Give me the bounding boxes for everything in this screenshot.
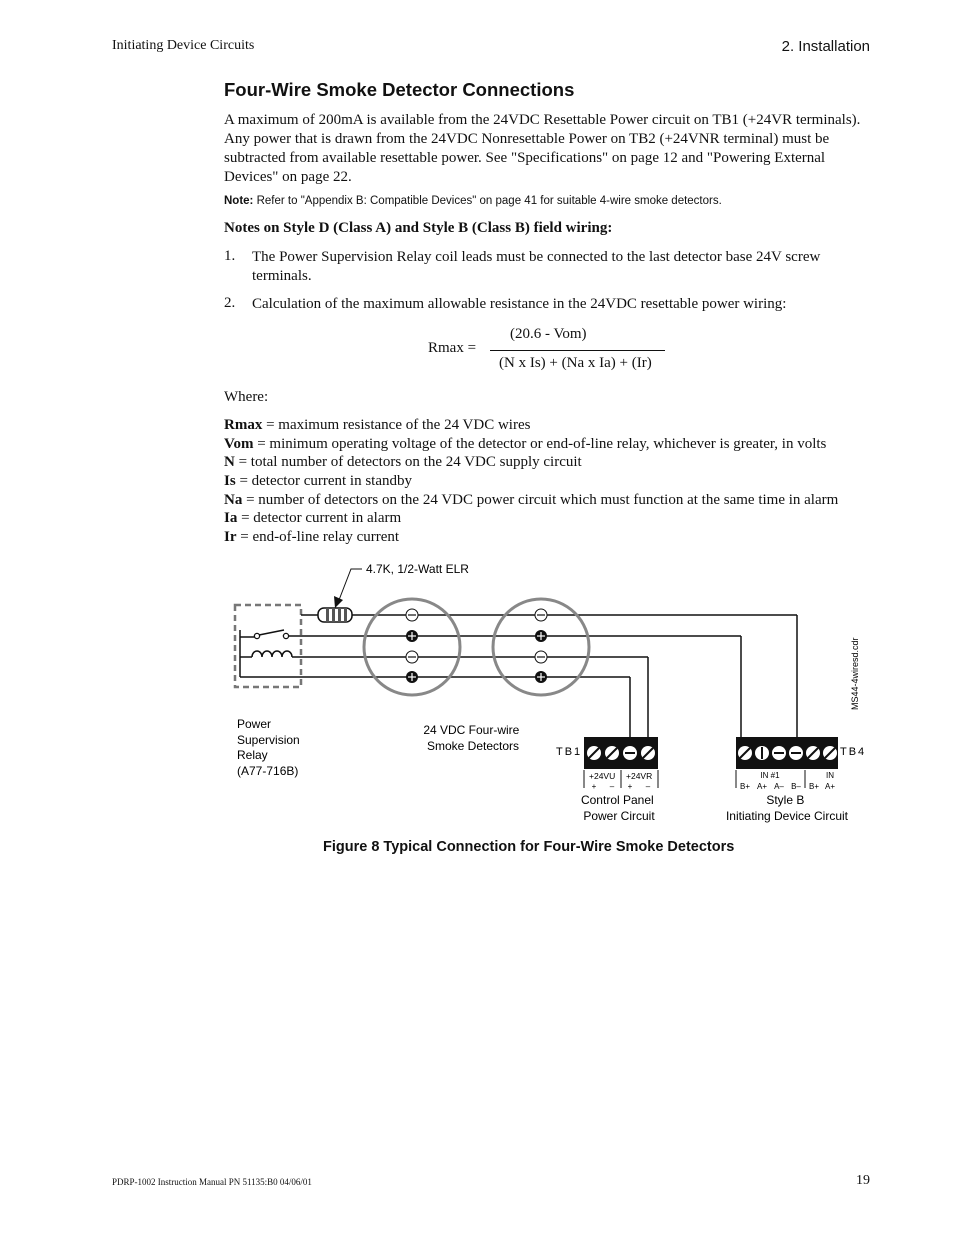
intro-line: subtracted from available resettable power. See "Specifications" on page 12 and "Powering External	[224, 150, 826, 166]
elr-label: 4.7K, 1/2-Watt ELR	[366, 562, 469, 576]
tb1-sign: –	[609, 782, 615, 791]
definition-term: Vom	[224, 436, 254, 452]
resistor-band	[332, 608, 335, 622]
tb4-term: A+	[824, 782, 836, 791]
note-label: Note:	[224, 195, 254, 207]
figure-caption: Figure 8 Typical Connection for Four-Wire Smoke Detectors	[323, 839, 735, 855]
relay-box	[235, 605, 301, 687]
intro-line: Any power that is drawn from the 24VDC Nonresettable Power on TB2 (+24VNR terminal) must be	[224, 131, 830, 147]
page-number: 19	[856, 1173, 870, 1188]
tb1-sign: +	[627, 782, 633, 791]
list-item-number: 1.	[224, 248, 236, 264]
notes-heading: Notes on Style D (Class A) and Style B (Class B) field wiring:	[224, 220, 613, 236]
elr-arrow-head	[334, 596, 343, 608]
relay-coil	[252, 651, 292, 657]
file-name: MS44-4wiresd.cdr	[850, 637, 860, 710]
tb4-in-label: IN	[826, 771, 834, 780]
where-label: Where:	[224, 389, 269, 405]
resistor-band	[338, 608, 341, 622]
footer-manual-info: PDRP-1002 Instruction Manual PN 51135:B0 04/06/01	[112, 1177, 312, 1187]
definition-text: = end-of-line relay current	[236, 529, 400, 545]
definition-term: Na	[224, 492, 243, 508]
equation-lhs: Rmax =	[428, 340, 477, 356]
relay-contact-pin	[254, 633, 259, 638]
intro-line: Devices" on page 22.	[224, 169, 352, 185]
definition-text: = minimum operating voltage of the detector or end-of-line relay, whichever is greater, in volts	[253, 436, 827, 452]
list-item-line: Calculation of the maximum allowable resistance in the 24VDC resettable power wiring:	[252, 296, 787, 312]
tb4-in1-label: IN #1	[760, 771, 780, 780]
control-panel-label: Control Panel Power Circuit	[580, 793, 655, 823]
tb1-sign: –	[645, 782, 651, 791]
section-title: Four-Wire Smoke Detector Connections	[224, 79, 575, 100]
list-item-line: The Power Supervision Relay coil leads must be connected to the last detector base 24V screw	[252, 249, 821, 265]
running-header-chapter: 2. Installation	[781, 38, 870, 55]
definition-text: = number of detectors on the 24 VDC power circuit which must function at the same time in alarm	[242, 492, 839, 508]
tb4-term: B+	[739, 782, 751, 791]
resistor-band	[326, 608, 329, 622]
equation-numerator: (20.6 - Vom)	[510, 326, 587, 342]
definition-term: Ir	[224, 529, 237, 545]
tb1-term-label: +24VU	[589, 771, 616, 781]
definition-text: = maximum resistance of the 24 VDC wires	[262, 417, 531, 433]
tb4-term: B+	[808, 782, 820, 791]
tb4-term: B–	[791, 782, 801, 791]
detector-terminals	[535, 609, 547, 683]
relay-label: Power Supervision Relay (A77-716B)	[237, 717, 300, 778]
definition-text: = detector current in standby	[235, 473, 413, 489]
resistor-band	[344, 608, 347, 622]
elr-leader-line	[339, 569, 362, 600]
tb4-term: A–	[774, 782, 784, 791]
definition-term: Is	[224, 473, 236, 489]
list-item-number: 2.	[224, 295, 236, 311]
intro-line: A maximum of 200mA is available from the 24VDC Resettable Power circuit on TB1 (+24VR terminals).	[224, 112, 861, 128]
definition-term: N	[224, 454, 235, 470]
running-header-section: Initiating Device Circuits	[112, 38, 255, 53]
tb1-label: TB1	[556, 746, 583, 758]
detectors-label: 24 VDC Four-wire Smoke Detectors	[423, 723, 520, 753]
tb1-sign: +	[591, 782, 597, 791]
equation-denominator: (N x Is) + (Na x Ia) + (Ir)	[499, 355, 652, 371]
relay-contact-pin	[283, 633, 288, 638]
relay-contact-arm	[259, 630, 284, 635]
list-item-line: terminals.	[252, 268, 312, 284]
definition-term: Ia	[224, 510, 238, 526]
tb4-term: A+	[756, 782, 768, 791]
note-text: Refer to "Appendix B: Compatible Devices" on page 41 for suitable 4-wire smoke detectors.	[256, 195, 722, 207]
tb1-term-label: +24VR	[626, 771, 653, 781]
definition-text: = detector current in alarm	[237, 510, 402, 526]
definition-text: = total number of detectors on the 24 VDC supply circuit	[234, 454, 582, 470]
style-b-label: Style B Initiating Device Circuit	[725, 793, 849, 823]
tb4-label: TB4	[840, 746, 867, 758]
definition-term: Rmax	[224, 417, 263, 433]
detector-terminals	[406, 609, 418, 683]
